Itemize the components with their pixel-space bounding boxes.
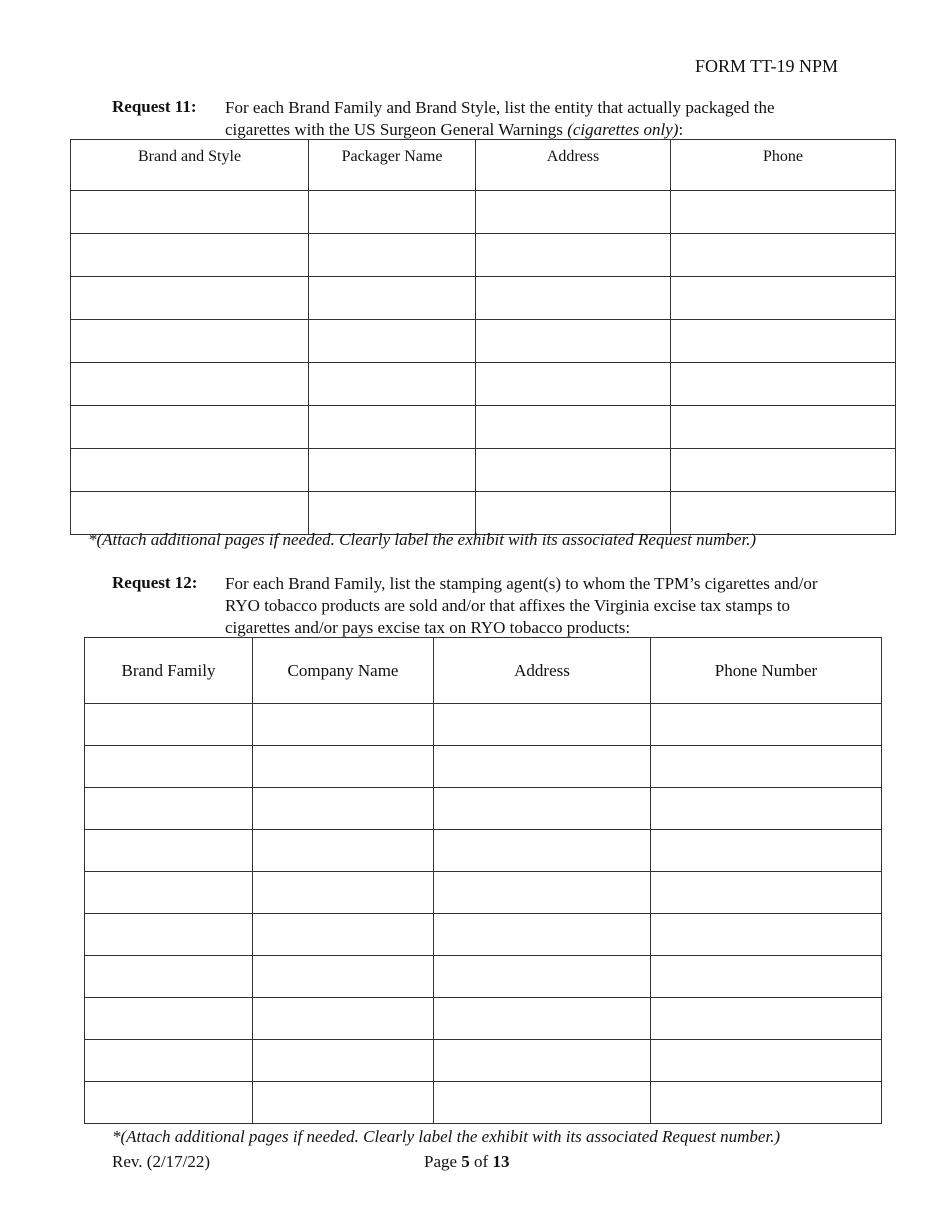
column-header-address: Address <box>476 140 671 191</box>
table-row <box>85 704 882 746</box>
table-row <box>71 320 896 363</box>
table-cell[interactable] <box>476 406 671 449</box>
table-cell[interactable] <box>434 872 651 914</box>
table-row <box>71 449 896 492</box>
table-cell[interactable] <box>651 998 882 1040</box>
table-cell[interactable] <box>85 704 253 746</box>
table-cell[interactable] <box>671 406 896 449</box>
request-11-text <box>225 97 825 141</box>
table-cell[interactable] <box>671 449 896 492</box>
request-12-table <box>84 637 882 1124</box>
table-cell[interactable] <box>434 704 651 746</box>
request-11-label: Request 11: <box>112 97 197 116</box>
table-cell[interactable] <box>434 788 651 830</box>
table-cell[interactable] <box>651 872 882 914</box>
table-cell[interactable] <box>671 191 896 234</box>
table-cell[interactable] <box>309 449 476 492</box>
request-11-text-italic: (cigarettes only) <box>567 120 679 139</box>
table-cell[interactable] <box>476 449 671 492</box>
table-cell[interactable] <box>85 1082 253 1124</box>
form-id: FORM TT-19 NPM <box>694 56 838 76</box>
table-cell[interactable] <box>85 998 253 1040</box>
table-cell[interactable] <box>434 746 651 788</box>
table-row <box>85 872 882 914</box>
table-cell[interactable] <box>71 406 309 449</box>
table-cell[interactable] <box>476 492 671 535</box>
table-cell[interactable] <box>476 234 671 277</box>
table-cell[interactable] <box>651 746 882 788</box>
table-cell[interactable] <box>71 492 309 535</box>
request-12-text: For each Brand Family, list the stamping agent(s) to whom the TPM’s cigarettes and/or RYO tobacco products are sold and/or that affixes the Virginia excise tax stamps to cigarettes and/or pays excise tax on RYO tobacco products: <box>225 574 818 637</box>
table-cell[interactable] <box>85 746 253 788</box>
table-cell[interactable] <box>651 1082 882 1124</box>
table-row <box>85 830 882 872</box>
table-cell[interactable] <box>71 449 309 492</box>
table-row <box>71 234 896 277</box>
table-cell[interactable] <box>309 406 476 449</box>
column-header-phone: Phone <box>671 140 896 191</box>
table-cell[interactable] <box>434 998 651 1040</box>
table-cell[interactable] <box>85 788 253 830</box>
table-cell[interactable] <box>651 914 882 956</box>
table-cell[interactable] <box>434 956 651 998</box>
table-cell[interactable] <box>671 277 896 320</box>
table-cell[interactable] <box>253 998 434 1040</box>
table-cell[interactable] <box>476 191 671 234</box>
request-12-table-body <box>85 704 882 1124</box>
request-11-note: *(Attach additional pages if needed. Clearly label the exhibit with its associated Request number.) <box>88 530 757 549</box>
revision-date: Rev. (2/17/22) <box>112 1152 211 1171</box>
table-cell[interactable] <box>71 234 309 277</box>
column-header-company-name: Company Name <box>253 638 434 704</box>
table-row <box>85 914 882 956</box>
table-row <box>71 492 896 535</box>
table-cell[interactable] <box>253 1082 434 1124</box>
table-row <box>71 277 896 320</box>
table-row <box>85 956 882 998</box>
table-cell[interactable] <box>309 363 476 406</box>
table-cell[interactable] <box>309 492 476 535</box>
table-cell[interactable] <box>651 956 882 998</box>
table-cell[interactable] <box>253 1040 434 1082</box>
table-row <box>85 1082 882 1124</box>
request-11-text-main: For each Brand Family and Brand Style, list the entity that actually packaged the cigarettes with the US Surgeon General Warnings <box>225 98 775 139</box>
table-cell[interactable] <box>71 320 309 363</box>
request-12-label: Request 12: <box>112 573 198 592</box>
table-cell[interactable] <box>476 363 671 406</box>
table-row <box>71 406 896 449</box>
table-cell[interactable] <box>71 191 309 234</box>
request-11-table-body <box>71 191 896 535</box>
table-header-row <box>85 638 882 704</box>
table-cell[interactable] <box>85 830 253 872</box>
table-cell[interactable] <box>85 914 253 956</box>
table-cell[interactable] <box>85 872 253 914</box>
request-11-table <box>70 139 896 535</box>
table-row <box>85 788 882 830</box>
table-row <box>85 1040 882 1082</box>
table-cell[interactable] <box>671 492 896 535</box>
table-cell[interactable] <box>253 830 434 872</box>
table-row <box>85 746 882 788</box>
table-cell[interactable] <box>434 914 651 956</box>
table-cell[interactable] <box>309 191 476 234</box>
table-cell[interactable] <box>309 320 476 363</box>
page-separator: of <box>469 1152 493 1171</box>
table-cell[interactable] <box>651 830 882 872</box>
table-cell[interactable] <box>309 234 476 277</box>
page-prefix: Page <box>424 1152 462 1171</box>
table-cell[interactable] <box>309 277 476 320</box>
table-cell[interactable] <box>253 746 434 788</box>
request-12-note: *(Attach additional pages if needed. Clearly label the exhibit with its associated Request number.) <box>112 1127 781 1146</box>
table-cell[interactable] <box>671 234 896 277</box>
page-current: 5 <box>461 1152 470 1171</box>
column-header-brand-family: Brand Family <box>85 638 253 704</box>
table-cell[interactable] <box>253 914 434 956</box>
table-cell[interactable] <box>434 1040 651 1082</box>
table-cell[interactable] <box>253 788 434 830</box>
table-cell[interactable] <box>85 956 253 998</box>
column-header-phone-number: Phone Number <box>651 638 882 704</box>
request-11-text-end: : <box>678 120 684 139</box>
table-cell[interactable] <box>671 363 896 406</box>
table-cell[interactable] <box>85 1040 253 1082</box>
table-cell[interactable] <box>434 830 651 872</box>
table-cell[interactable] <box>476 320 671 363</box>
table-row <box>85 998 882 1040</box>
column-header-brand-and-style: Brand and Style <box>71 140 309 191</box>
table-cell[interactable] <box>651 1040 882 1082</box>
table-cell[interactable] <box>71 363 309 406</box>
page-total: 13 <box>492 1152 510 1171</box>
table-cell[interactable] <box>71 277 309 320</box>
table-cell[interactable] <box>253 872 434 914</box>
column-header-packager-name: Packager Name <box>309 140 476 191</box>
table-cell[interactable] <box>671 320 896 363</box>
table-header-row <box>71 140 896 191</box>
table-cell[interactable] <box>434 1082 651 1124</box>
table-cell[interactable] <box>253 956 434 998</box>
table-row <box>71 363 896 406</box>
table-cell[interactable] <box>253 704 434 746</box>
table-row <box>71 191 896 234</box>
column-header-address: Address <box>434 638 651 704</box>
table-cell[interactable] <box>476 277 671 320</box>
table-cell[interactable] <box>651 704 882 746</box>
table-cell[interactable] <box>651 788 882 830</box>
page-number <box>424 1152 509 1172</box>
